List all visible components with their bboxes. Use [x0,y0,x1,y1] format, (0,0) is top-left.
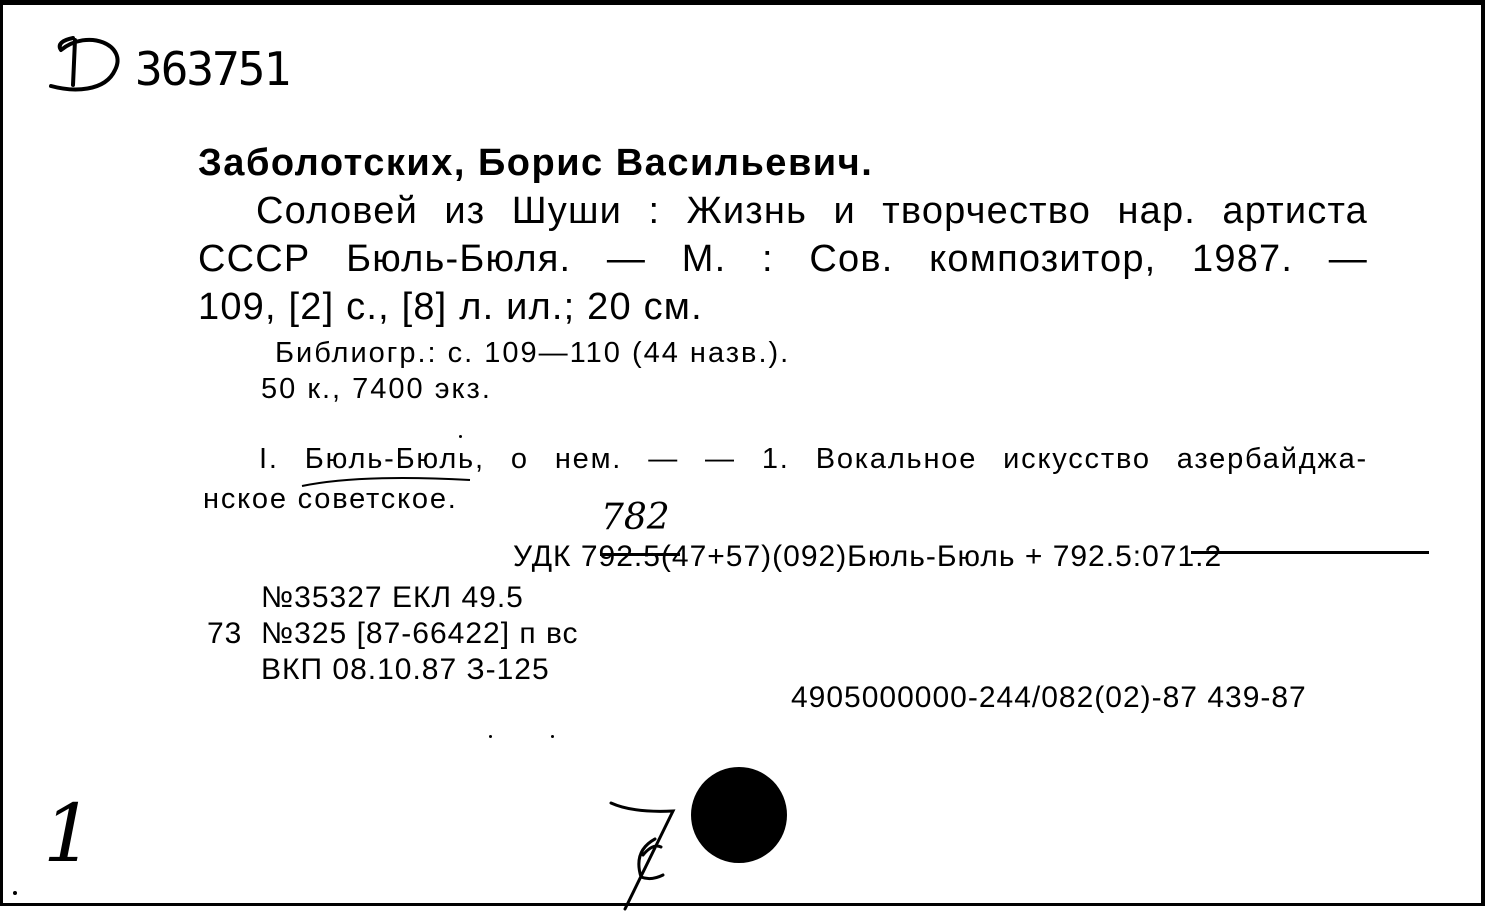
author-heading: Заболотских, Борис Васильевич. [198,142,874,184]
speck [459,435,462,438]
udk-handwritten-correction: 782 [601,497,670,538]
punch-hole-icon [691,767,787,863]
subject-line: нское советское. [203,483,458,515]
record-number: №35327 ЕКЛ 49.5 [261,581,524,614]
handwritten-number-one: 1 [43,787,94,880]
subject-line: I. Бюль-Бюль, о нем. — — 1. Вокальное искусство азербайджа- [259,443,1368,475]
bibliography-note: Библиогр.: с. 109—110 (44 назв.). [275,337,791,369]
publisher-code: 4905000000-244/082(02)-87 439-87 [791,681,1307,714]
order-number: №325 [87-66422] п вс [261,617,579,650]
title-statement [198,187,1368,331]
speck [489,735,492,738]
title-line: СССР Бюль-Бюля. — М. : Сов. композитор, 1987. — [198,238,1368,280]
strikethrough-line [600,553,680,556]
catalog-number: 363751 [135,42,290,96]
strikethrough-line [1191,551,1429,554]
vkp-registration: ВКП 08.10.87 З-125 [261,653,550,686]
speck [551,735,554,738]
title-line: 109, [2] с., [8] л. ил.; 20 см. [198,286,703,328]
speck [13,891,17,895]
udk-classification: УДК 792.5(47+57)(092)Бюль-Бюль + 792.5:071.2 [513,540,1223,573]
handwritten-d-icon [43,30,123,100]
title-line: Соловей из Шуши : Жизнь и творчество нар. артиста [256,190,1368,232]
handwritten-seven-icon [603,781,683,911]
price-print-run: 50 к., 7400 экз. [261,373,492,405]
handwritten-link-arc-icon [300,474,480,488]
shelf-number: 73 [207,617,243,650]
